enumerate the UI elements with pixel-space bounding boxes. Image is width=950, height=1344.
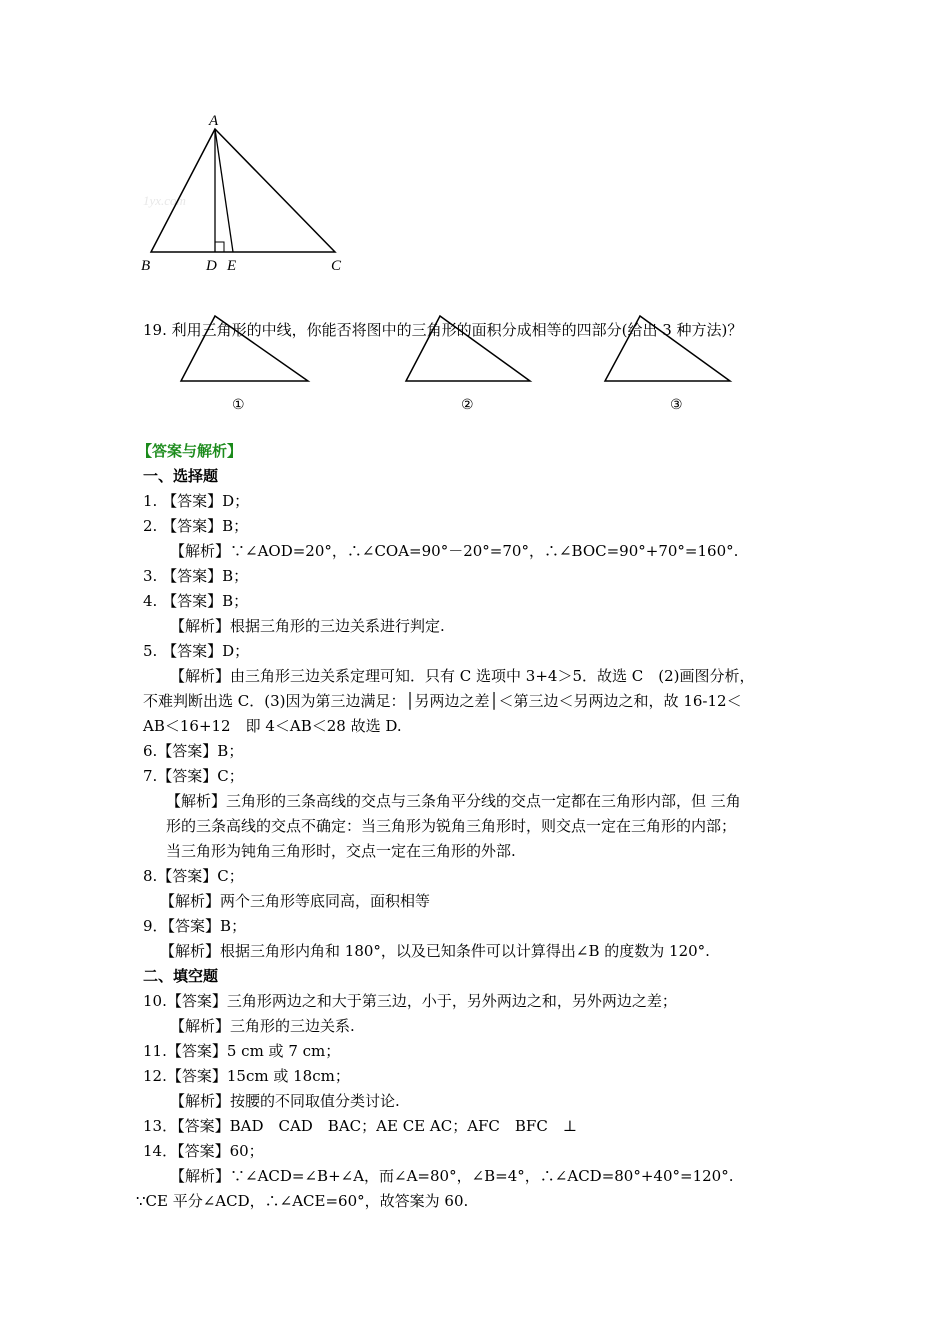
analysis-line: 【解析】根据三角形的三边关系进行判定. [170,617,445,635]
answers-section-title: 【答案与解析】 [137,442,243,460]
figure-label-1: ① [232,397,245,413]
answer-line: 14．【答案】60； [143,1142,264,1160]
answer-line: 13．【答案】BAD CAD BAC；AE CE AC；AFC BFC ⊥ [143,1117,577,1135]
part1-title: 一、选择题 [143,467,219,485]
analysis-line: 【解析】两个三角形等底同高，面积相等 [160,892,431,910]
watermark-text: 1yx.com [143,193,186,208]
analysis-line: 形的三条高线的交点不确定：当三角形为锐角三角形时，则交点一定在三角形的内部； [166,817,737,835]
triangle-figure-3 [600,312,740,387]
analysis-line: 当三角形为钝角三角形时，交点一定在三角形的外部. [166,842,516,860]
analysis-line: AB＜16+12 即 4＜AB＜28 故选 D. [143,717,402,735]
part2-title: 二、填空题 [143,967,219,985]
triangle-figure-2 [400,312,540,387]
right-angle-mark [215,242,224,252]
answer-line: 3. 【答案】B； [143,567,249,585]
analysis-line: 【解析】按腰的不同取值分类讨论. [170,1092,400,1110]
answer-line: 12.【答案】15cm 或 18cm； [143,1067,350,1085]
answer-line: 6.【答案】B； [143,742,244,760]
label-b: B [141,258,151,274]
question-19: 19. 利用三角形的中线，你能否将图中的三角形的面积分成相等的四部分(给出 3 种方法)？ [143,321,743,339]
answer-line: 7.【答案】C； [143,767,244,785]
answer-line: 5. 【答案】D； [143,642,250,660]
label-a: A [209,113,219,129]
label-e: E [227,258,237,274]
analysis-line: 【解析】∵∠ACD=∠B+∠A，而∠A=80°，∠B=4°，∴∠ACD=80°+40°=120°. [170,1167,734,1185]
triangle-abc-figure [135,110,365,278]
analysis-line: ∵CE 平分∠ACD，∴∠ACE=60°，故答案为 60. [136,1192,469,1210]
analysis-line: 不难判断出选 C．(3)因为第三边满足：│另两边之差│＜第三边＜另两边之和，故 16-12＜ [143,692,742,710]
analysis-line: 【解析】三角形的三边关系. [170,1017,355,1035]
answer-line: 11.【答案】5 cm 或 7 cm； [143,1042,341,1060]
figure-label-3: ③ [670,397,683,413]
answer-line: 4. 【答案】B； [143,592,249,610]
answer-line: 2. 【答案】B； [143,517,249,535]
answer-line: 9．【答案】B； [143,917,247,935]
figure-label-2: ② [461,397,474,413]
label-c: C [331,258,342,274]
analysis-line: 【解析】∵∠AOD=20°，∴∠COA=90°－20°=70°，∴∠BOC=90°+70°=160°. [170,542,739,560]
answer-line: 1. 【答案】D； [143,492,250,510]
analysis-line: 【解析】三角形的三条高线的交点与三条角平分线的交点一定都在三角形内部，但 三角 [166,792,741,810]
triangle-outline [151,129,335,252]
triangle-figure-1 [175,312,315,387]
answer-line: 10.【答案】三角形两边之和大于第三边，小于，另外两边之和，另外两边之差； [143,992,677,1010]
analysis-line: 【解析】由三角形三边关系定理可知．只有 C 选项中 3+4＞5．故选 C (2)画图分析， [170,667,755,685]
answer-line: 8.【答案】C； [143,867,244,885]
segment-ae [215,129,233,252]
analysis-line: 【解析】根据三角形内角和 180°，以及已知条件可以计算得出∠B 的度数为 120°. [160,942,710,960]
label-d: D [206,258,217,274]
